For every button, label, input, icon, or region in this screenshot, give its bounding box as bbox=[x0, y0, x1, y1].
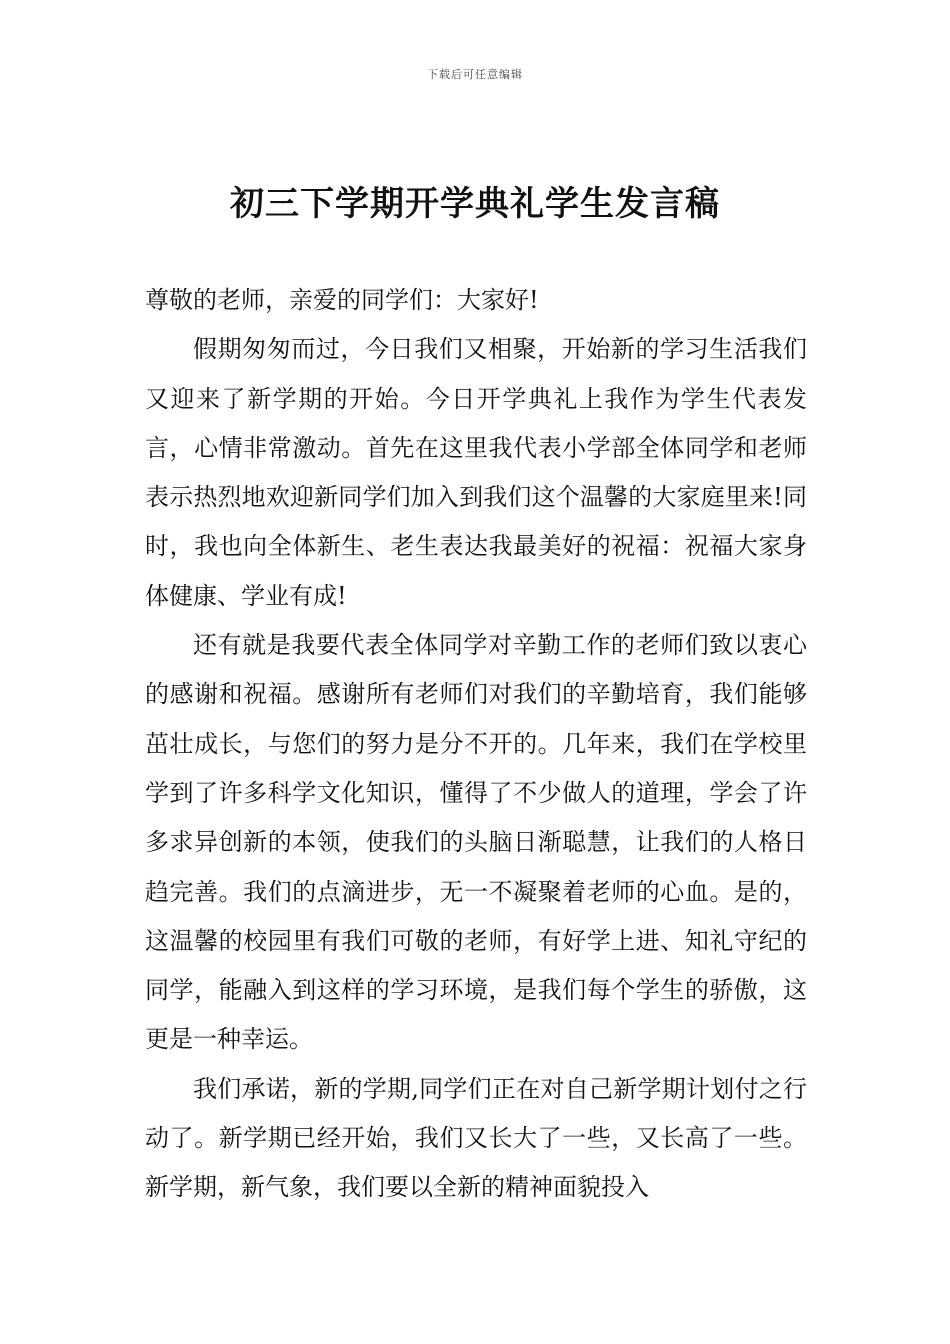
body-paragraph: 假期匆匆而过，今日我们又相聚，开始新的学习生活我们又迎来了新学期的开始。今日开学典礼上我作为学生代表发言，心情非常激动。首先在这里我代表小学部全体同学和老师表示热烈地欢迎新同学们加入到我们这个温馨的大家庭里来!同时，我也向全体新生、老生表达我最美好的祝福：祝福大家身体健康、学业有成! bbox=[145, 335, 807, 610]
header-note: 下载后可任意编辑 bbox=[427, 68, 523, 81]
document-body bbox=[145, 276, 807, 1213]
body-paragraph: 还有就是我要代表全体同学对辛勤工作的老师们致以衷心的感谢和祝福。感谢所有老师们对我们的辛勤培育，我们能够茁壮成长，与您们的努力是分不开的。几年来，我们在学校里学到了许多科学文化知识，懂得了不少做人的道理，学会了许多求异创新的本领，使我们的头脑日渐聪慧，让我们的人格日趋完善。我们的点滴进步，无一不凝聚着老师的心血。是的，这温馨的校园里有我们可敬的老师，有好学上进、知礼守纪的同学，能融入到这样的学习环境，是我们每个学生的骄傲，这更是一种幸运。 bbox=[145, 631, 807, 1054]
greeting-paragraph: 尊敬的老师，亲爱的同学们：大家好! bbox=[145, 286, 539, 314]
document-title: 初三下学期开学典礼学生发言稿 bbox=[230, 184, 720, 224]
body-paragraph: 我们承诺，新的学期,同学们正在对自己新学期计划付之行动了。新学期已经开始，我们又长大了一些，又长高了一些。新学期，新气象，我们要以全新的精神面貌投入 bbox=[145, 1074, 807, 1202]
